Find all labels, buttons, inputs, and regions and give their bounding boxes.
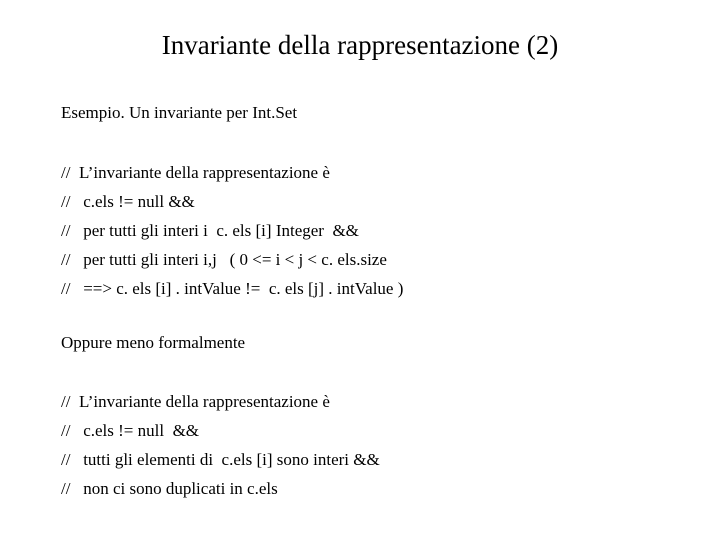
informal-invariant-line: // L’invariante della rappresentazione è [61, 392, 330, 411]
formal-invariant-line: // ==> c. els [i] . intValue != c. els [j] . intValue ) [61, 279, 404, 298]
informal-invariant-block [61, 387, 380, 503]
intro-text: Esempio. Un invariante per Int.Set [61, 103, 298, 122]
formal-invariant-line: // per tutti gli interi i c. els [i] Integer && [61, 221, 359, 240]
informal-invariant-line: // non ci sono duplicati in c.els [61, 479, 278, 498]
slide-title: Invariante della rappresentazione (2) [161, 30, 559, 60]
formal-invariant-line: // L’invariante della rappresentazione è [61, 163, 330, 182]
formal-invariant-line: // c.els != null && [61, 192, 195, 211]
formal-invariant-line: // per tutti gli interi i,j ( 0 <= i < j < c. els.size [61, 250, 387, 269]
middle-text: Oppure meno formalmente [61, 333, 246, 352]
informal-invariant-line: // tutti gli elementi di c.els [i] sono interi && [61, 450, 380, 469]
informal-invariant-line: // c.els != null && [61, 421, 200, 440]
formal-invariant-block [61, 158, 403, 303]
